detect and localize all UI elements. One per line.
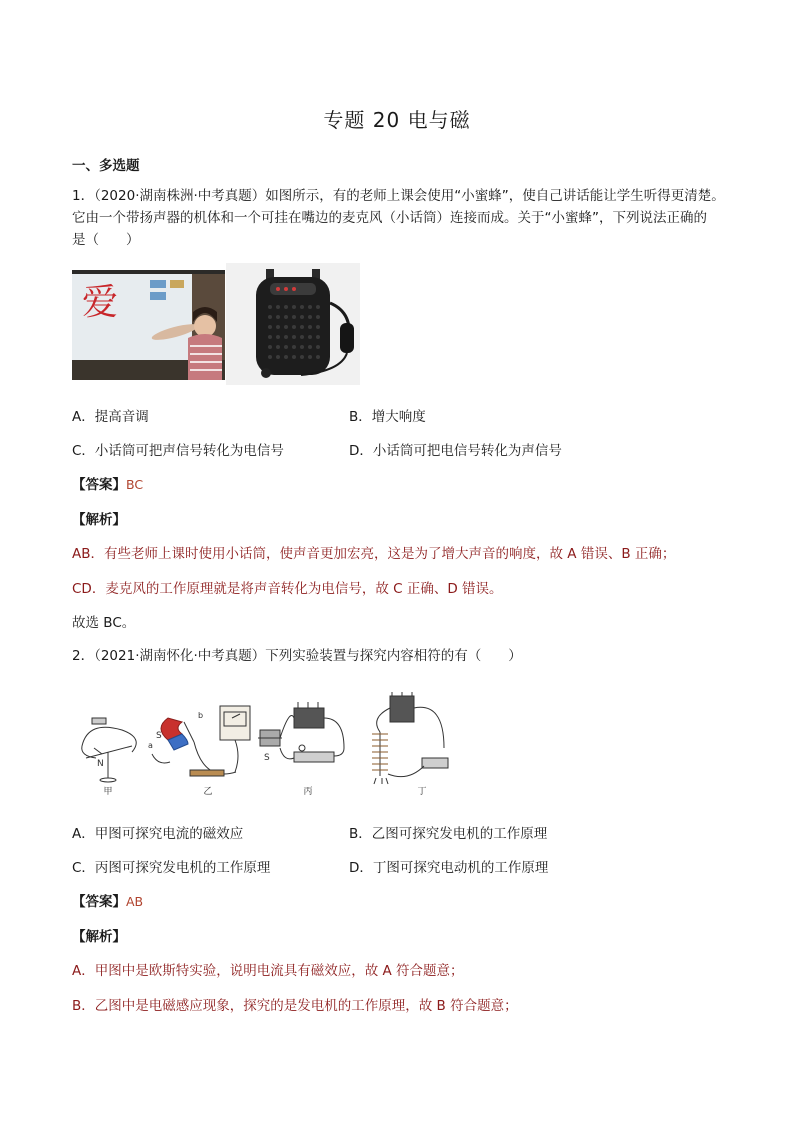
fig-mark-s: S bbox=[156, 731, 162, 741]
page-title: 专题 20 电与磁 bbox=[323, 108, 471, 132]
q1-analysis-line-3: 故选 BC。 bbox=[72, 615, 136, 631]
q1-analysis-line-1: AB．有些老师上课时使用小话筒，使声音更加宏亮，这是为了增大声音的响度，故 A 错误、B 正确； bbox=[72, 546, 676, 562]
q1-answer-value: BC bbox=[126, 477, 144, 492]
q2-option-a: A．甲图可探究电流的磁效应 bbox=[72, 826, 244, 842]
q2-answer-value: AB bbox=[126, 894, 144, 909]
q1-answer bbox=[72, 473, 143, 493]
fig-mark-n: N bbox=[97, 759, 104, 769]
fig-mark-b: b bbox=[198, 711, 204, 720]
q1-stem-line-2: 它由一个带扬声器的机体和一个可挂在嘴边的麦克风（小话筒）连接而成。关于“小蜜蜂”，下列说法正确的 bbox=[72, 210, 707, 226]
q1-analysis-line-2: CD．麦克风的工作原理就是将声音转化为电信号，故 C 正确、D 错误。 bbox=[72, 581, 503, 597]
q1-analysis-label: 【解析】 bbox=[72, 512, 126, 528]
fig-mark-s2: S bbox=[264, 753, 270, 763]
fig-label-jia: 甲 bbox=[103, 787, 113, 797]
q2-stem: 2．（2021·湖南怀化·中考真题）下列实验装置与探究内容相符的有（ ） bbox=[72, 648, 522, 664]
q2-analysis-label: 【解析】 bbox=[72, 929, 126, 945]
q2-answer bbox=[72, 890, 143, 910]
fig-label-ding: 丁 bbox=[417, 787, 427, 797]
q2-option-b: B．乙图可探究发电机的工作原理 bbox=[349, 826, 548, 842]
q1-option-a: A．提高音调 bbox=[72, 409, 149, 425]
q2-option-c: C．丙图可探究发电机的工作原理 bbox=[72, 860, 271, 876]
teacher-photo bbox=[72, 270, 225, 380]
fig-label-yi: 乙 bbox=[203, 787, 213, 797]
fig-label-bing: 丙 bbox=[303, 787, 313, 797]
q2-experiment-figure bbox=[72, 688, 452, 800]
q1-option-b: B．增大响度 bbox=[349, 409, 426, 425]
board-character: 爱 bbox=[82, 282, 119, 323]
fig-mark-a: a bbox=[148, 741, 153, 750]
q1-stem-line-3: 是（ ） bbox=[72, 232, 140, 248]
q1-answer-label: 【答案】 bbox=[72, 477, 126, 493]
section-heading: 一、多选题 bbox=[72, 158, 140, 174]
q2-answer-label: 【答案】 bbox=[72, 894, 126, 910]
q1-option-c: C．小话筒可把声信号转化为电信号 bbox=[72, 443, 284, 459]
speaker-photo bbox=[226, 263, 360, 385]
q1-option-d: D．小话筒可把电信号转化为声信号 bbox=[349, 443, 562, 459]
q1-stem-line-1: 1．（2020·湖南株洲·中考真题）如图所示，有的老师上课会使用“小蜜蜂”，使自己讲话能让学生听得更清楚。 bbox=[72, 188, 725, 204]
q2-option-d: D．丁图可探究电动机的工作原理 bbox=[349, 860, 549, 876]
q2-analysis-line-2: B．乙图中是电磁感应现象，探究的是发电机的工作原理，故 B 符合题意； bbox=[72, 998, 518, 1014]
q2-analysis-line-1: A．甲图中是欧斯特实验，说明电流具有磁效应，故 A 符合题意； bbox=[72, 963, 464, 979]
